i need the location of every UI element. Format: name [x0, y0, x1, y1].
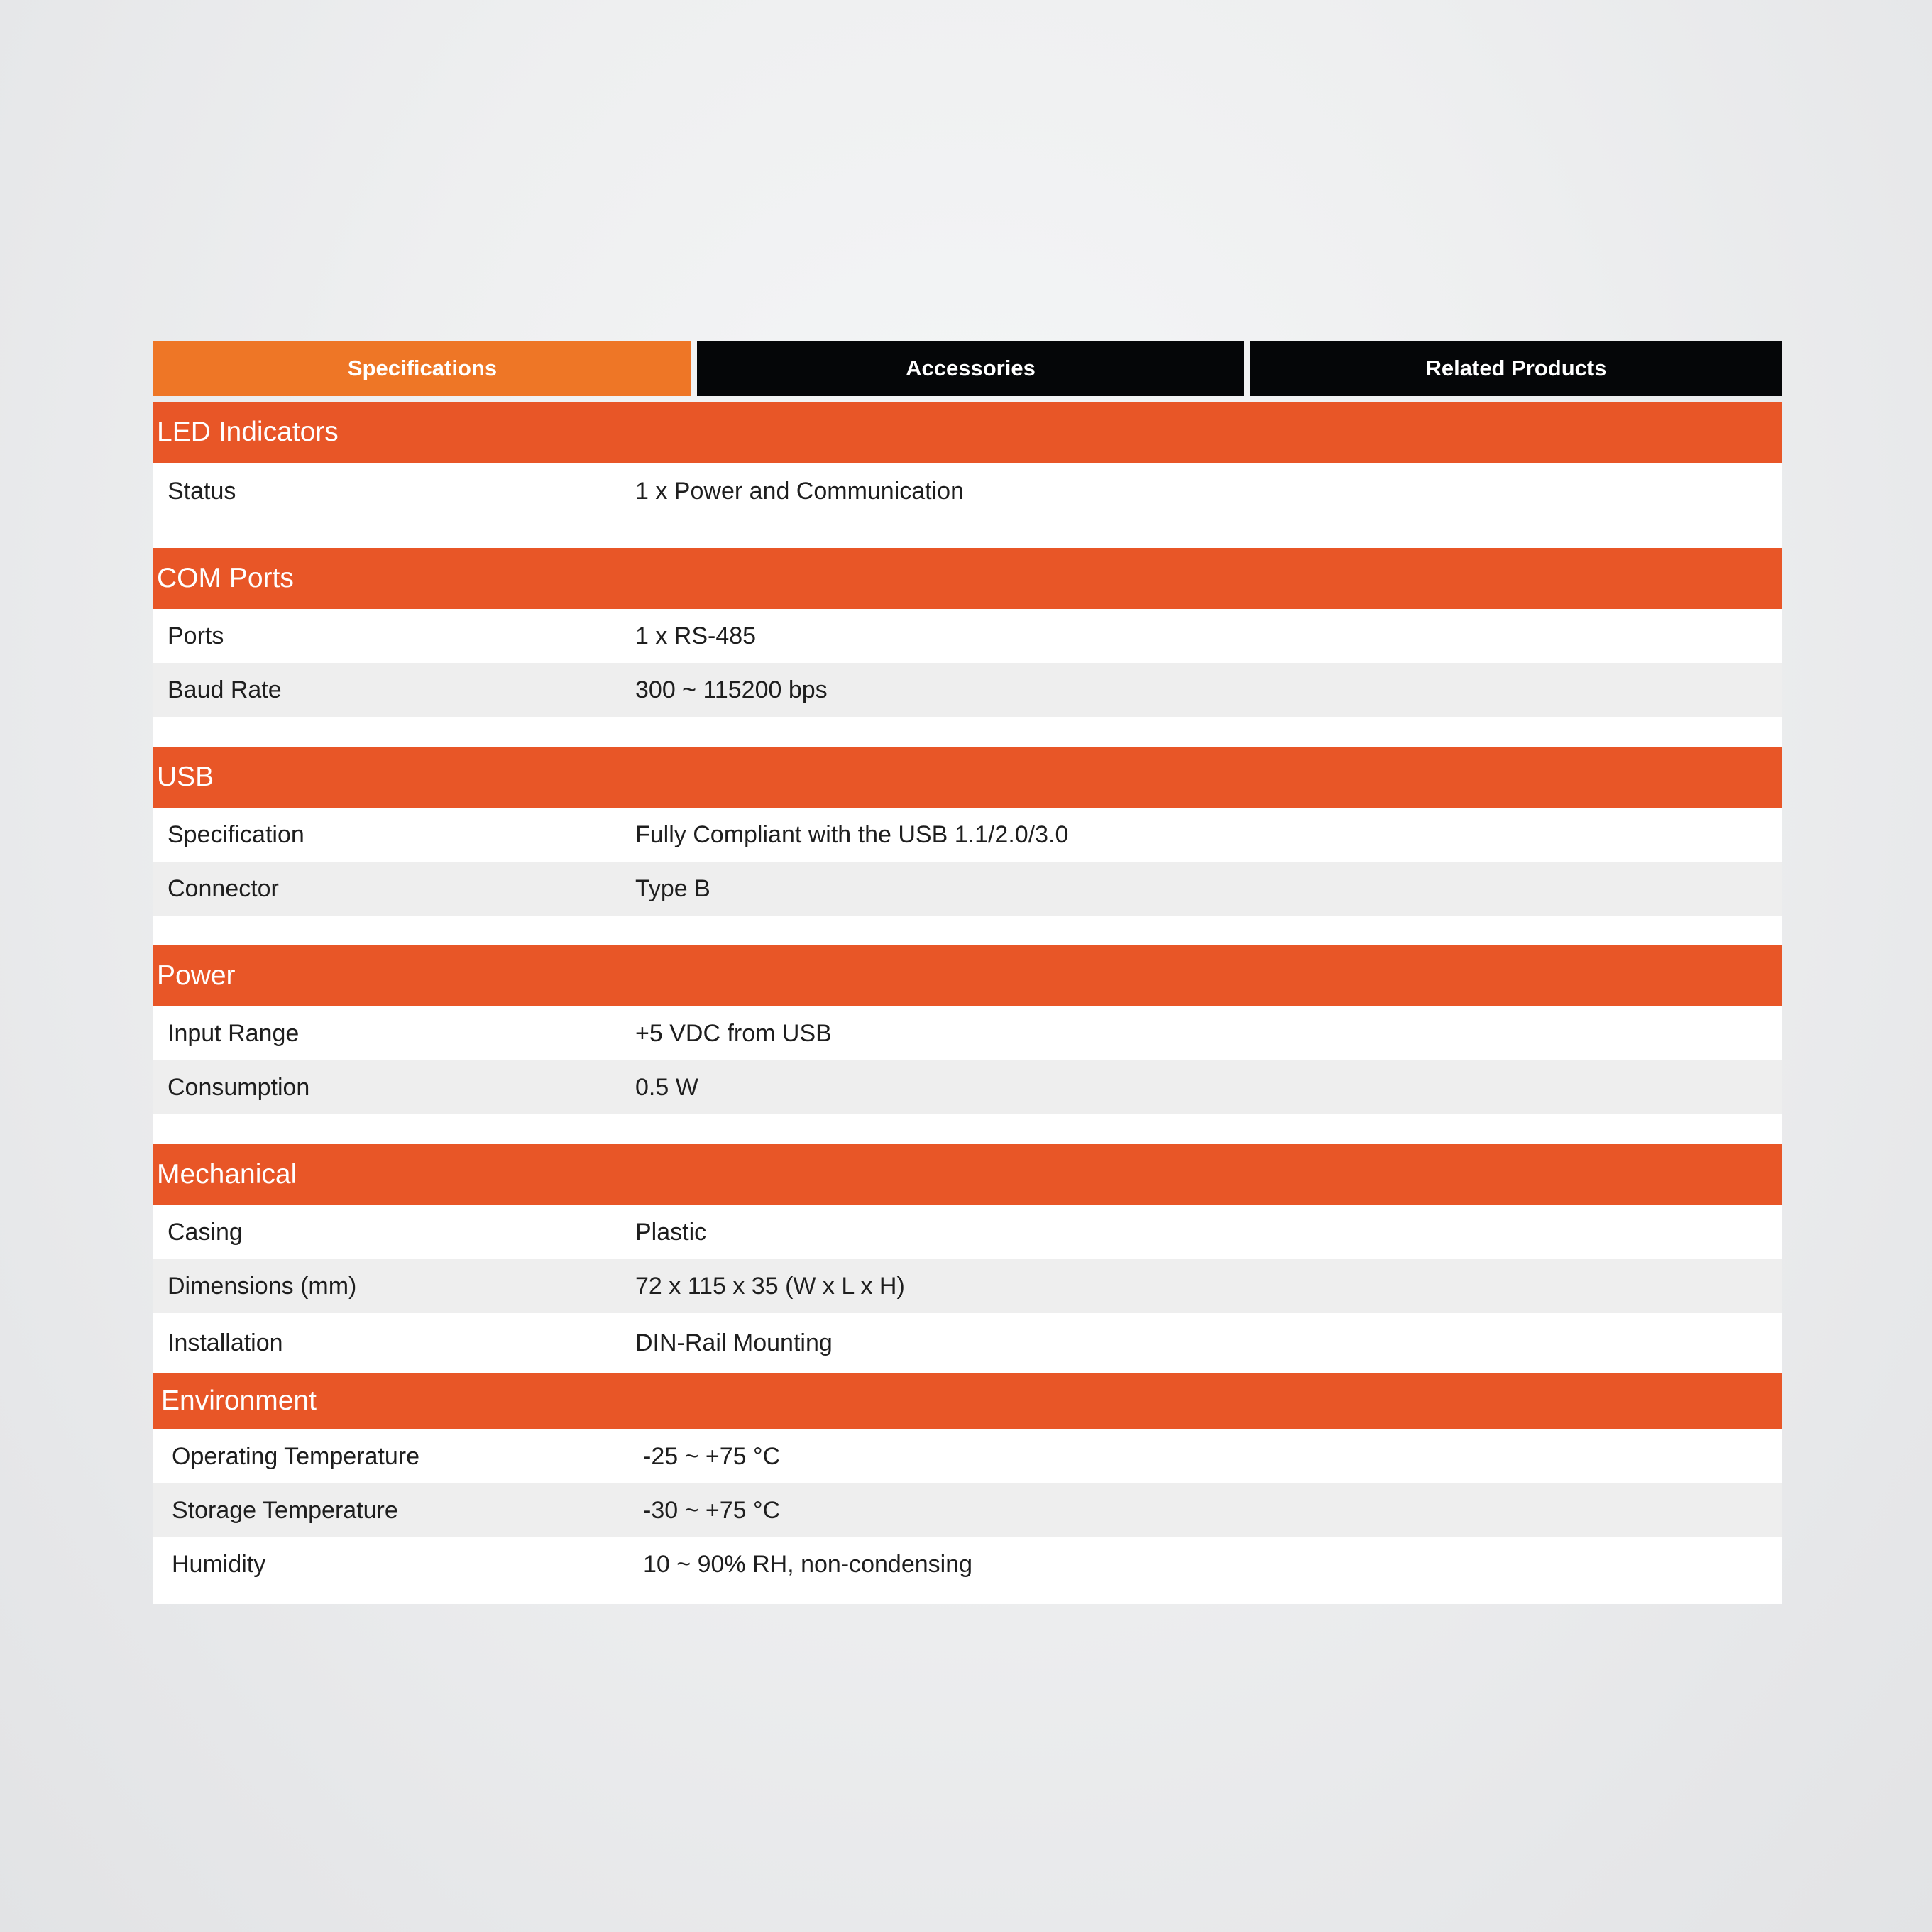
spec-value: 10 ~ 90% RH, non-condensing [643, 1550, 973, 1578]
section-spacer [153, 1114, 1782, 1144]
spec-value: 0.5 W [635, 1073, 698, 1101]
spec-label: Input Range [168, 1019, 300, 1047]
section-header-environment: Environment [153, 1373, 1782, 1429]
spec-row [153, 1537, 1782, 1591]
spec-row [153, 1483, 1782, 1537]
spec-value: Fully Compliant with the USB 1.1/2.0/3.0 [635, 820, 1069, 848]
spec-label: Installation [168, 1329, 283, 1356]
spec-row [153, 1259, 1782, 1313]
section-spacer [153, 717, 1782, 747]
spec-row [153, 609, 1782, 663]
tab-bar [153, 341, 1782, 396]
spec-row [153, 1313, 1782, 1373]
section-header-usb: USB [153, 747, 1782, 808]
spec-value: +5 VDC from USB [635, 1019, 832, 1047]
spec-value: 1 x Power and Communication [635, 477, 965, 505]
spec-value: -25 ~ +75 °C [643, 1442, 781, 1470]
section-spacer [153, 916, 1782, 945]
section-header-mechanical: Mechanical [153, 1144, 1782, 1205]
tab-accessories[interactable]: Accessories [697, 341, 1244, 396]
table-bottom-padding [153, 1591, 1782, 1604]
spec-label: Dimensions (mm) [168, 1272, 357, 1300]
spec-value: -30 ~ +75 °C [643, 1496, 781, 1524]
spec-row [153, 1006, 1782, 1060]
spec-row [153, 1060, 1782, 1114]
tab-gap [153, 396, 1782, 402]
spec-value: 300 ~ 115200 bps [635, 676, 828, 703]
spec-row [153, 1205, 1782, 1259]
spec-label: Ports [168, 622, 224, 649]
spec-panel [153, 341, 1782, 1604]
section-header-com-ports: COM Ports [153, 548, 1782, 609]
spec-value: 72 x 115 x 35 (W x L x H) [635, 1272, 905, 1300]
spec-row [153, 663, 1782, 717]
spec-label: Operating Temperature [172, 1442, 420, 1470]
spec-value: Plastic [635, 1218, 707, 1246]
spec-label: Casing [168, 1218, 243, 1246]
section-spacer [153, 520, 1782, 548]
tab-related-products[interactable]: Related Products [1250, 341, 1782, 396]
spec-label: Status [168, 477, 236, 505]
spec-row [153, 862, 1782, 916]
section-header-led-indicators: LED Indicators [153, 402, 1782, 463]
spec-label: Connector [168, 874, 279, 902]
spec-label: Storage Temperature [172, 1496, 398, 1524]
spec-label: Baud Rate [168, 676, 282, 703]
section-header-power: Power [153, 945, 1782, 1006]
environment-rows [153, 1429, 1782, 1591]
spec-label: Consumption [168, 1073, 310, 1101]
spec-row [153, 808, 1782, 862]
spec-value: Type B [635, 874, 710, 902]
spec-label: Specification [168, 820, 304, 848]
spec-row [153, 463, 1782, 520]
spec-label: Humidity [172, 1550, 266, 1578]
spec-value: DIN-Rail Mounting [635, 1329, 833, 1356]
spec-row [153, 1429, 1782, 1483]
tab-specifications[interactable]: Specifications [153, 341, 691, 396]
spec-value: 1 x RS-485 [635, 622, 757, 649]
